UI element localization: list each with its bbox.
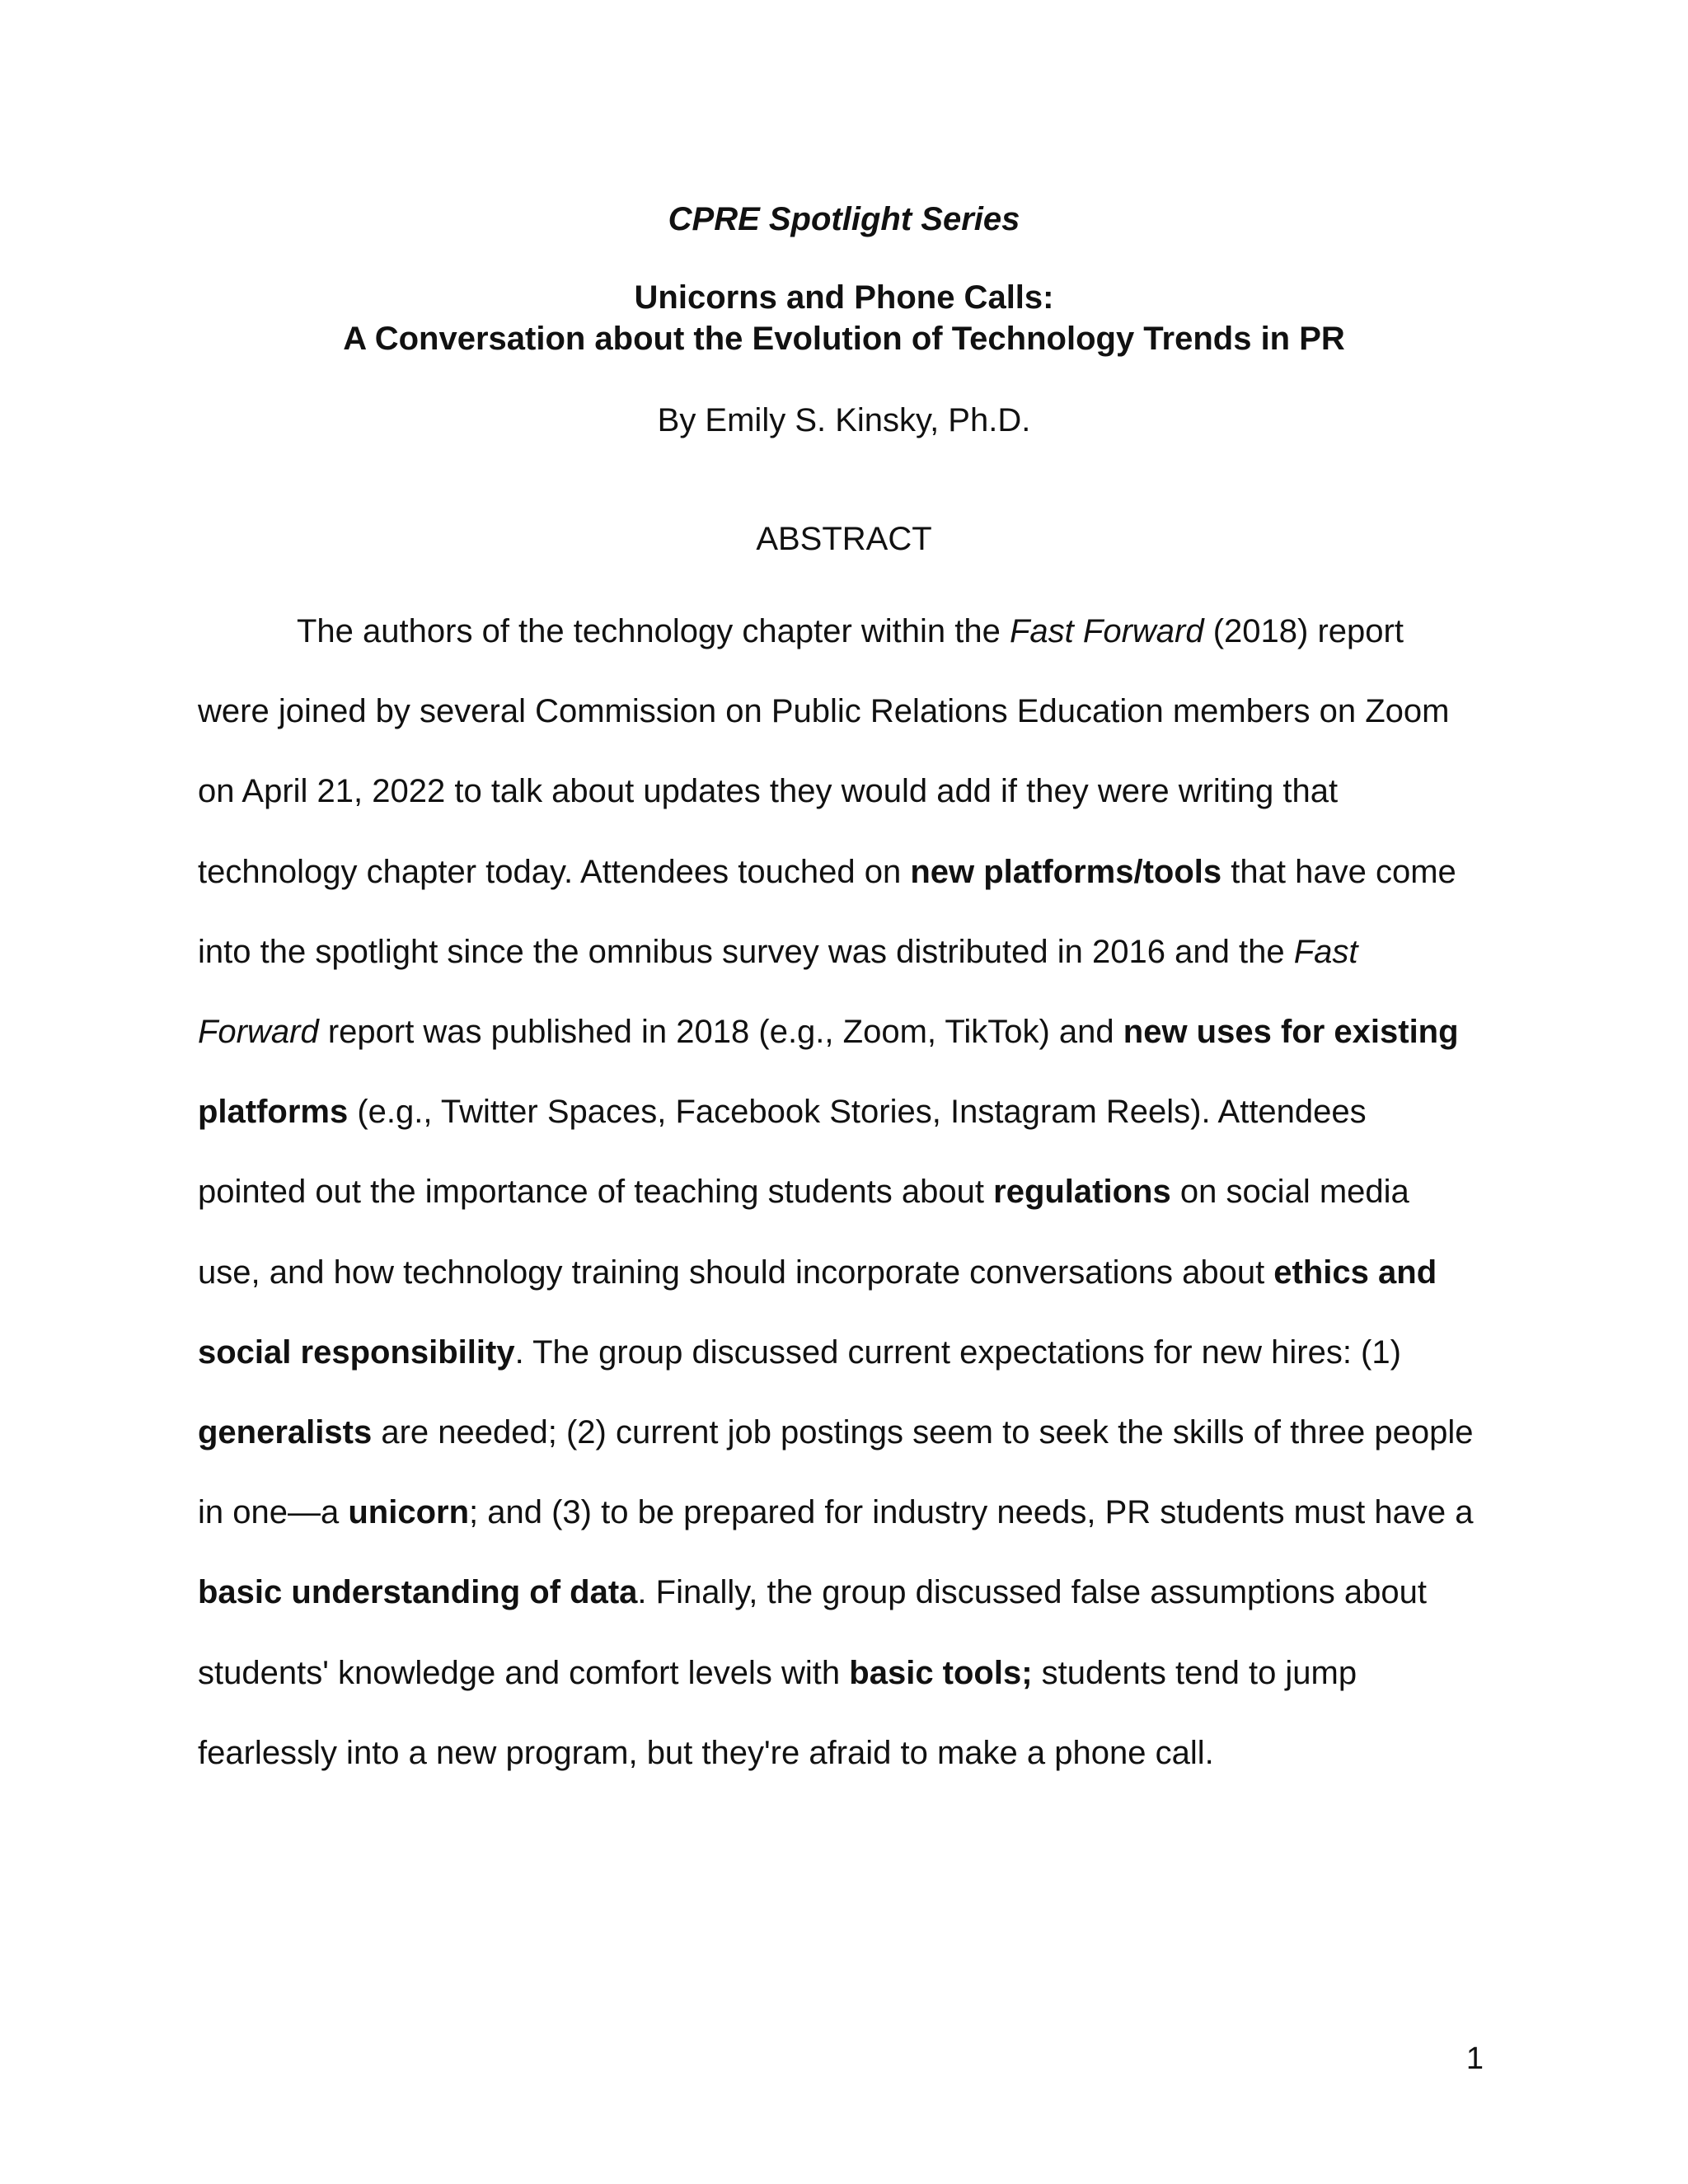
text-run: . Finally, the group discussed false assumptions about xyxy=(637,1574,1427,1611)
bold-term: basic understanding of data xyxy=(198,1574,638,1611)
abstract-line xyxy=(198,1313,1493,1393)
abstract-line xyxy=(198,832,1493,912)
abstract-line xyxy=(198,912,1493,992)
abstract-line xyxy=(198,992,1493,1072)
text-run: students tend to jump xyxy=(1032,1654,1357,1691)
text-run: The authors of the technology chapter within the xyxy=(297,613,1010,649)
text-run: are needed; (2) current job postings seem to seek the skills of three people xyxy=(372,1414,1474,1451)
abstract-paragraph xyxy=(198,592,1493,1793)
text-run: pointed out the importance of teaching students about xyxy=(198,1174,994,1211)
text-run: report was published in 2018 (e.g., Zoom, TikTok) and xyxy=(318,1014,1123,1051)
text-run: on social media xyxy=(1170,1174,1409,1211)
series-title: CPRE Spotlight Series xyxy=(668,201,1020,237)
bold-term: basic tools; xyxy=(849,1654,1033,1691)
italic-title: Forward xyxy=(198,1014,319,1051)
author-byline: By Emily S. Kinsky, Ph.D. xyxy=(657,402,1031,438)
text-run: in one—a xyxy=(198,1494,349,1531)
abstract-line xyxy=(198,1553,1493,1633)
text-run: use, and how technology training should incorporate conversations about xyxy=(198,1254,1274,1291)
abstract-line xyxy=(198,592,1493,672)
abstract-line xyxy=(198,1393,1493,1473)
bold-term: ethics and xyxy=(1273,1254,1437,1291)
bold-term: new platforms/tools xyxy=(910,853,1222,890)
italic-title: Fast xyxy=(1293,933,1358,970)
bold-term: platforms xyxy=(198,1094,349,1131)
bold-term: social responsibility xyxy=(198,1333,515,1371)
text-run: students' knowledge and comfort levels with xyxy=(198,1654,850,1691)
text-run: technology chapter today. Attendees touched on xyxy=(198,853,911,890)
text-run: (2018) report xyxy=(1203,613,1404,649)
abstract-line xyxy=(198,1713,1493,1793)
abstract-line xyxy=(198,1633,1493,1713)
abstract-line xyxy=(198,1152,1493,1232)
text-run: into the spotlight since the omnibus survey was distributed in 2016 and the xyxy=(198,933,1294,970)
abstract-line xyxy=(198,1473,1493,1553)
text-run: on April 21, 2022 to talk about updates they would add if they were writing that xyxy=(198,773,1339,810)
abstract-line xyxy=(198,672,1493,752)
text-run: that have come xyxy=(1221,853,1456,890)
text-run: ; and (3) to be prepared for industry needs, PR students must have a xyxy=(469,1494,1474,1531)
page-number: 1 xyxy=(1465,2041,1484,2076)
text-run: (e.g., Twitter Spaces, Facebook Stories, Instagram Reels). Attendees xyxy=(348,1094,1367,1131)
bold-term: regulations xyxy=(993,1174,1171,1211)
italic-title: Fast Forward xyxy=(1009,613,1204,649)
title-line-2: A Conversation about the Evolution of Technology Trends in PR xyxy=(343,321,1345,357)
title-line-1: Unicorns and Phone Calls: xyxy=(634,279,1054,316)
text-run: fearlessly into a new program, but they're afraid to make a phone call. xyxy=(198,1734,1214,1771)
bold-term: unicorn xyxy=(348,1494,470,1531)
abstract-line xyxy=(198,1072,1493,1152)
bold-term: new uses for existing xyxy=(1123,1014,1459,1051)
document-title xyxy=(0,277,1688,359)
text-run: . The group discussed current expectations for new hires: (1) xyxy=(514,1333,1401,1371)
bold-term: generalists xyxy=(198,1414,373,1451)
text-run: were joined by several Commission on Public Relations Education members on Zoom xyxy=(198,693,1450,730)
abstract-line xyxy=(198,1233,1493,1313)
abstract-line xyxy=(198,752,1493,832)
abstract-heading: ABSTRACT xyxy=(756,521,932,557)
